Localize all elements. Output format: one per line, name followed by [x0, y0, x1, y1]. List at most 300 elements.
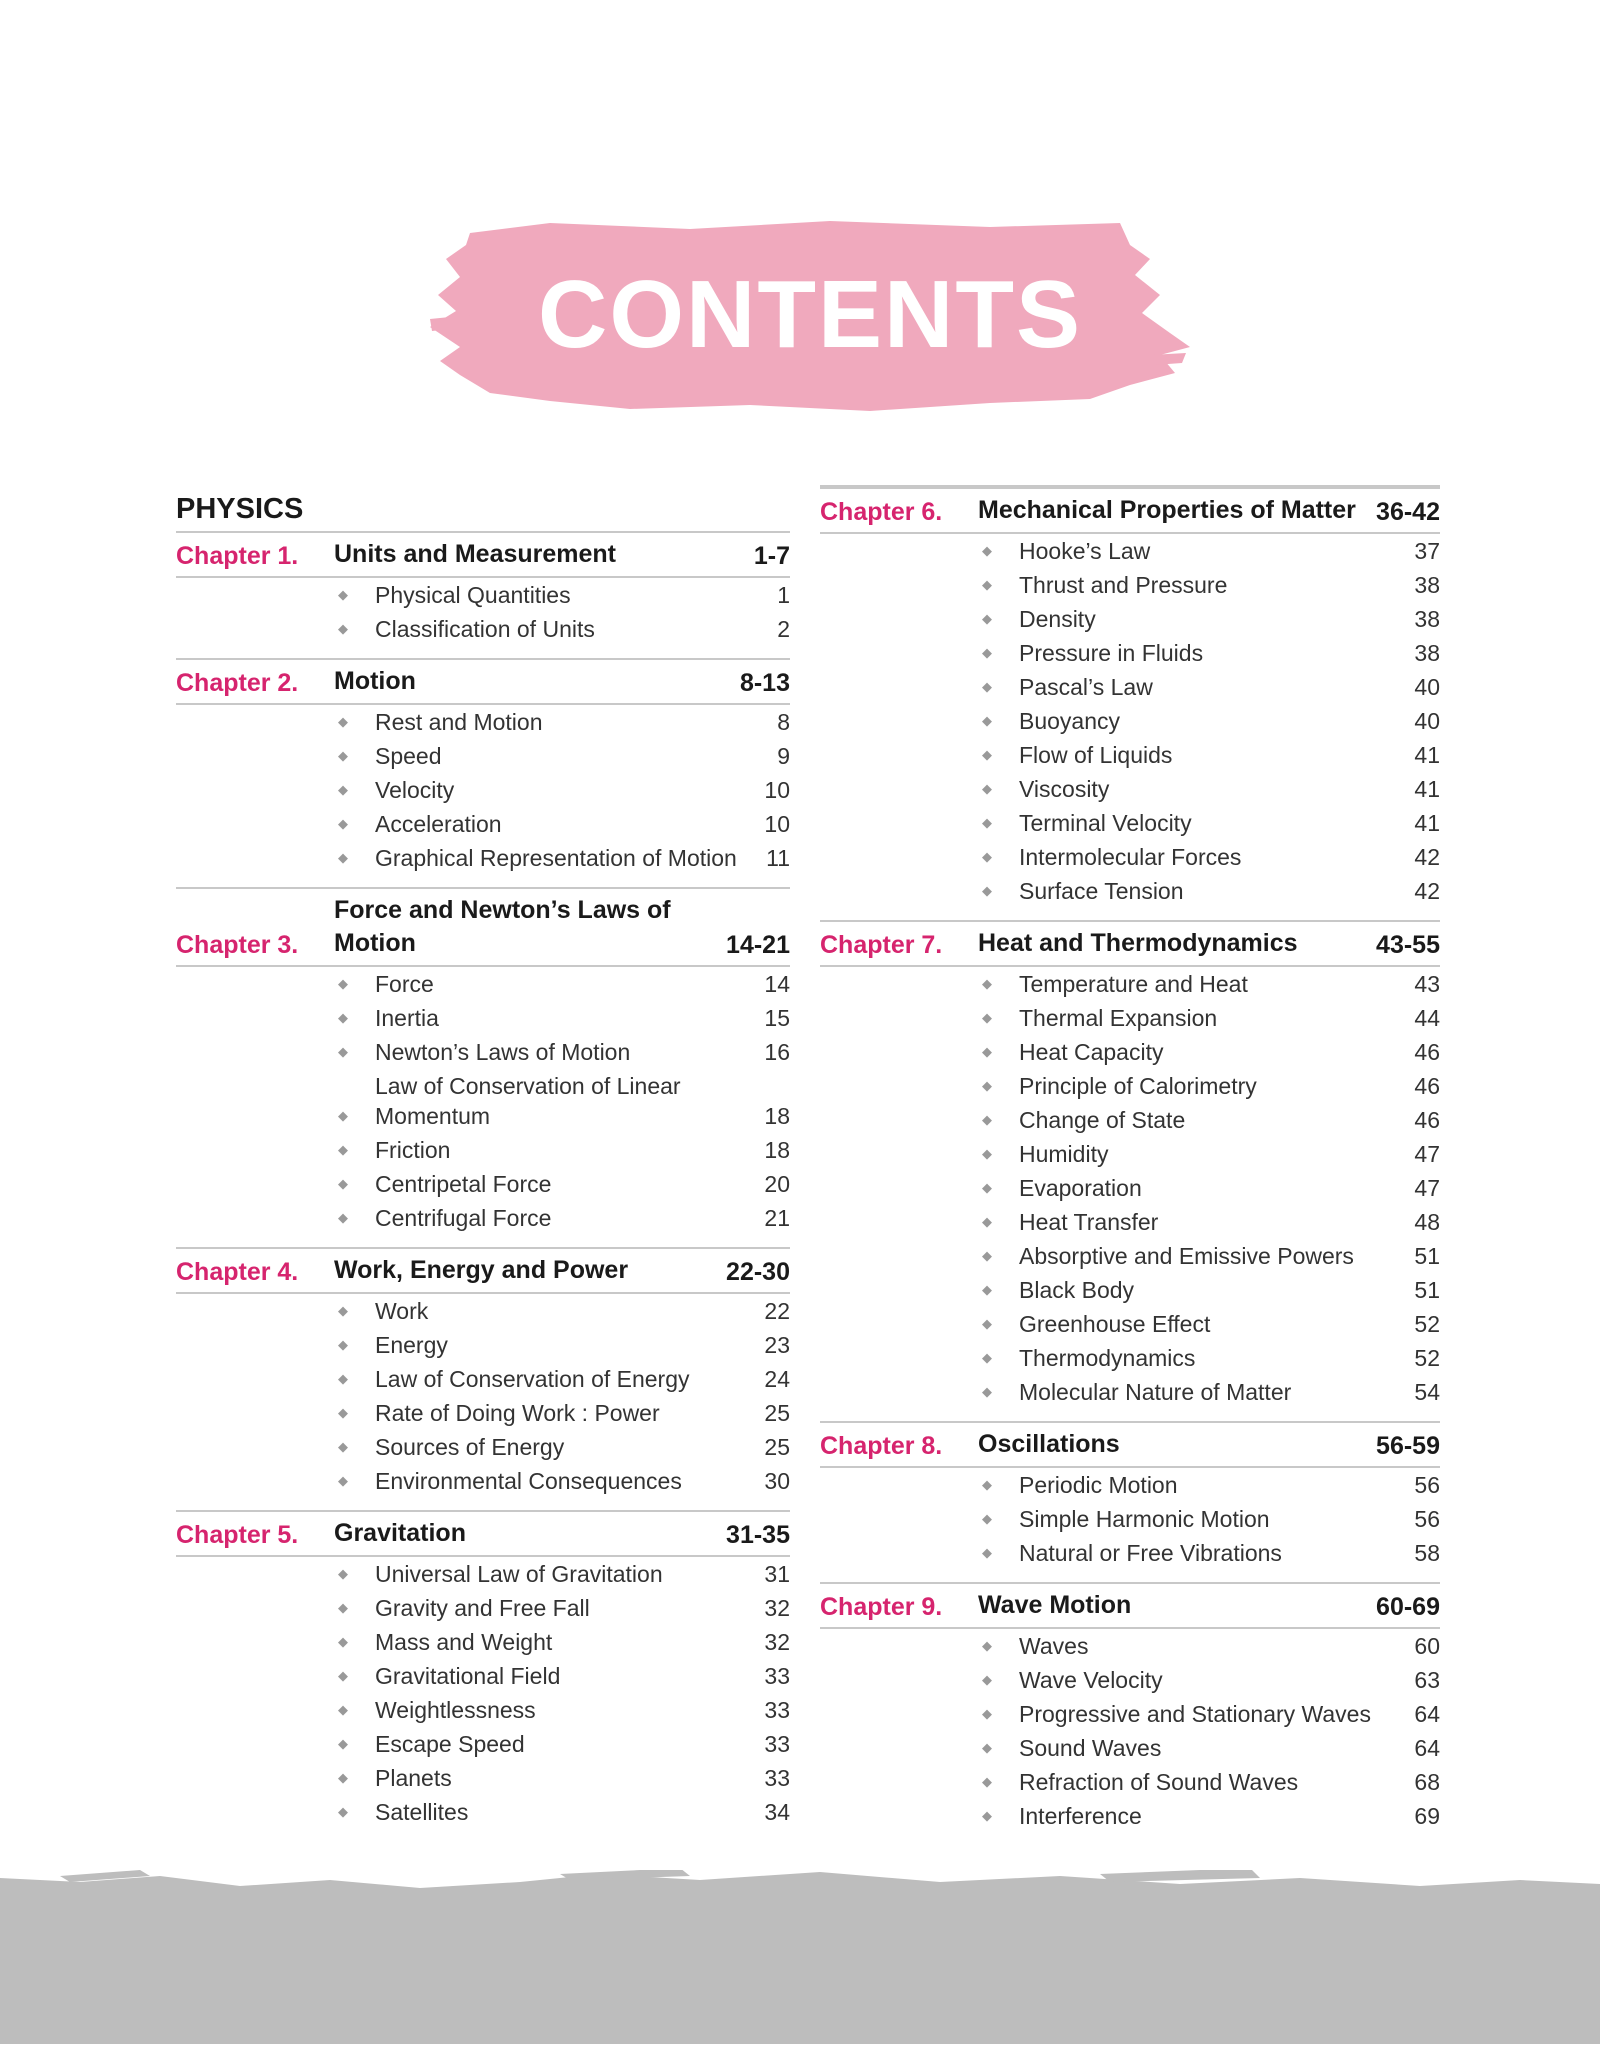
topic-name: Surface Tension	[1019, 878, 1184, 904]
diamond-bullet-icon: ◆	[982, 543, 992, 558]
topic-row[interactable]	[978, 1536, 1440, 1570]
diamond-bullet-icon: ◆	[982, 1477, 992, 1492]
chapter-header[interactable]	[176, 1510, 790, 1557]
topic-name: Viscosity	[1019, 776, 1110, 802]
topic-row[interactable]	[978, 772, 1440, 806]
topic-name: Wave Velocity	[1019, 1667, 1163, 1693]
topic-name: Terminal Velocity	[1019, 810, 1192, 836]
topic-name: Temperature and Heat	[1019, 971, 1248, 997]
diamond-bullet-icon: ◆	[338, 1566, 348, 1581]
topic-page-number: 51	[1414, 1243, 1440, 1269]
topic-page-number: 14	[764, 971, 790, 997]
topic-row[interactable]	[334, 612, 790, 646]
topic-page-number: 41	[1414, 742, 1440, 768]
chapter-header[interactable]	[176, 531, 790, 578]
chapter-title: Work, Energy and Power	[334, 1256, 629, 1284]
diamond-bullet-icon: ◆	[982, 1638, 992, 1653]
topic-row[interactable]	[978, 1307, 1440, 1341]
diamond-bullet-icon: ◆	[982, 1044, 992, 1059]
diamond-bullet-icon: ◆	[982, 713, 992, 728]
topic-page-number: 43	[1414, 971, 1440, 997]
diamond-bullet-icon: ◆	[982, 1282, 992, 1297]
chapter-header[interactable]	[820, 1421, 1440, 1468]
topic-name: Hooke’s Law	[1019, 538, 1151, 564]
topic-page-number: 18	[764, 1103, 790, 1129]
chapter-number: Chapter 6.	[820, 498, 943, 526]
topic-name: Simple Harmonic Motion	[1019, 1506, 1270, 1532]
topic-name: Rate of Doing Work : Power	[375, 1400, 660, 1426]
topic-row[interactable]	[334, 1328, 790, 1362]
left-chapter-list	[176, 531, 790, 1829]
topic-row[interactable]	[978, 1103, 1440, 1137]
chapter-title: Units and Measurement	[334, 540, 617, 568]
topic-list	[978, 967, 1440, 1409]
topic-page-number: 64	[1414, 1701, 1440, 1727]
topic-row[interactable]	[978, 1765, 1440, 1799]
topic-row[interactable]	[978, 1375, 1440, 1409]
topic-name: Escape Speed	[375, 1731, 525, 1757]
diamond-bullet-icon: ◆	[338, 816, 348, 831]
chapter-page-range: 43-55	[1376, 931, 1440, 959]
topic-page-number: 24	[764, 1366, 790, 1392]
topic-name: Thermal Expansion	[1019, 1005, 1218, 1031]
diamond-bullet-icon: ◆	[338, 1142, 348, 1157]
chapter-page-range: 60-69	[1376, 1593, 1440, 1621]
chapter-number: Chapter 7.	[820, 931, 943, 959]
topic-row[interactable]	[978, 636, 1440, 670]
topic-page-number: 18	[764, 1137, 790, 1163]
diamond-bullet-icon: ◆	[338, 1804, 348, 1819]
diamond-bullet-icon: ◆	[338, 1770, 348, 1785]
diamond-bullet-icon: ◆	[982, 1808, 992, 1823]
topic-row[interactable]	[334, 1133, 790, 1167]
topic-page-number: 30	[764, 1468, 790, 1494]
diamond-bullet-icon: ◆	[338, 1108, 348, 1123]
topic-row[interactable]	[334, 1727, 790, 1761]
topic-row[interactable]	[334, 1294, 790, 1328]
topic-name: Heat Capacity	[1019, 1039, 1164, 1065]
topic-row[interactable]	[334, 773, 790, 807]
chapter-entry	[820, 920, 1440, 1409]
topic-name: Gravity and Free Fall	[375, 1595, 590, 1621]
topic-page-number: 63	[1414, 1667, 1440, 1693]
chapter-page-range: 36-42	[1376, 498, 1440, 526]
topic-name: Sound Waves	[1019, 1735, 1162, 1761]
topic-row[interactable]	[978, 1205, 1440, 1239]
chapter-entry	[176, 1247, 790, 1498]
topic-page-number: 68	[1414, 1769, 1440, 1795]
topic-list	[978, 1629, 1440, 1833]
topic-row[interactable]	[978, 1273, 1440, 1307]
topic-page-number: 46	[1414, 1107, 1440, 1133]
topic-row[interactable]	[334, 807, 790, 841]
topic-page-number: 38	[1414, 640, 1440, 666]
topic-name: Absorptive and Emissive Powers	[1019, 1243, 1354, 1269]
diamond-bullet-icon: ◆	[982, 781, 992, 796]
diamond-bullet-icon: ◆	[338, 1634, 348, 1649]
topic-row[interactable]	[978, 534, 1440, 568]
topic-name: Evaporation	[1019, 1175, 1142, 1201]
topic-name: Energy	[375, 1332, 448, 1358]
chapter-header[interactable]	[820, 487, 1440, 534]
chapter-page-range: 56-59	[1376, 1432, 1440, 1460]
diamond-bullet-icon: ◆	[982, 1078, 992, 1093]
chapter-header[interactable]	[820, 1582, 1440, 1629]
topic-page-number: 33	[764, 1697, 790, 1723]
topic-page-number: 42	[1414, 844, 1440, 870]
topic-name: Buoyancy	[1019, 708, 1121, 734]
topic-page-number: 11	[766, 845, 790, 871]
topic-list	[334, 578, 790, 646]
topic-row[interactable]	[334, 1201, 790, 1235]
topic-row[interactable]	[978, 1035, 1440, 1069]
chapter-header[interactable]	[176, 1247, 790, 1294]
chapter-entry	[176, 531, 790, 646]
topic-page-number: 2	[777, 616, 790, 642]
topic-list	[334, 705, 790, 875]
topic-page-number: 52	[1414, 1345, 1440, 1371]
topic-page-number: 51	[1414, 1277, 1440, 1303]
chapter-header[interactable]	[176, 658, 790, 705]
topic-name: Periodic Motion	[1019, 1472, 1178, 1498]
diamond-bullet-icon: ◆	[338, 621, 348, 636]
topic-page-number: 23	[764, 1332, 790, 1358]
topic-row[interactable]	[334, 1557, 790, 1591]
topic-row[interactable]	[978, 1468, 1440, 1502]
chapter-number: Chapter 4.	[176, 1258, 299, 1286]
diamond-bullet-icon: ◆	[338, 1736, 348, 1751]
topic-page-number: 31	[764, 1561, 790, 1587]
topic-name: Law of Conservation of Linear Momentum	[375, 1073, 681, 1129]
topic-page-number: 9	[777, 743, 790, 769]
diamond-bullet-icon: ◆	[338, 1303, 348, 1318]
topic-row[interactable]	[978, 1171, 1440, 1205]
chapter-page-range: 31-35	[726, 1521, 790, 1549]
chapter-entry	[176, 1510, 790, 1829]
topic-list	[978, 534, 1440, 908]
topic-row[interactable]	[334, 1167, 790, 1201]
topic-row[interactable]	[978, 738, 1440, 772]
topic-row[interactable]	[978, 1697, 1440, 1731]
topic-list	[334, 1557, 790, 1829]
topic-row[interactable]	[978, 568, 1440, 602]
topic-name: Law of Conservation of Energy	[375, 1366, 690, 1392]
topic-row[interactable]	[978, 806, 1440, 840]
diamond-bullet-icon: ◆	[982, 1774, 992, 1789]
diamond-bullet-icon: ◆	[982, 645, 992, 660]
diamond-bullet-icon: ◆	[338, 1176, 348, 1191]
topic-name: Waves	[1019, 1633, 1089, 1659]
diamond-bullet-icon: ◆	[982, 1545, 992, 1560]
topic-row[interactable]	[334, 1591, 790, 1625]
left-column	[176, 487, 790, 1841]
diamond-bullet-icon: ◆	[982, 1740, 992, 1755]
topic-page-number: 22	[764, 1298, 790, 1324]
topic-page-number: 48	[1414, 1209, 1440, 1235]
topic-page-number: 47	[1414, 1175, 1440, 1201]
topic-page-number: 64	[1414, 1735, 1440, 1761]
topic-page-number: 25	[764, 1400, 790, 1426]
topic-page-number: 32	[764, 1629, 790, 1655]
diamond-bullet-icon: ◆	[982, 1384, 992, 1399]
topic-name: Molecular Nature of Matter	[1019, 1379, 1292, 1405]
topic-name: Friction	[375, 1137, 451, 1163]
topic-name: Mass and Weight	[375, 1629, 553, 1655]
diamond-bullet-icon: ◆	[982, 747, 992, 762]
topic-name: Physical Quantities	[375, 582, 571, 608]
topic-row[interactable]	[978, 1663, 1440, 1697]
diamond-bullet-icon: ◆	[982, 679, 992, 694]
chapter-header[interactable]	[176, 887, 790, 967]
topic-name: Gravitational Field	[375, 1663, 561, 1689]
topic-row[interactable]	[978, 874, 1440, 908]
footer-brush-band	[0, 1870, 1600, 2044]
topic-row[interactable]	[334, 1362, 790, 1396]
topic-row[interactable]	[334, 1659, 790, 1693]
chapter-title: Mechanical Properties of Matter	[978, 496, 1356, 524]
topic-name: Natural or Free Vibrations	[1019, 1540, 1282, 1566]
topic-page-number: 25	[764, 1434, 790, 1460]
topic-name: Thrust and Pressure	[1019, 572, 1228, 598]
topic-row[interactable]	[978, 670, 1440, 704]
topic-name: Newton’s Laws of Motion	[375, 1039, 631, 1065]
chapter-header[interactable]	[820, 920, 1440, 967]
topic-name: Black Body	[1019, 1277, 1135, 1303]
topic-page-number: 41	[1414, 776, 1440, 802]
topic-name: Weightlessness	[375, 1697, 536, 1723]
topic-name: Classification of Units	[375, 616, 595, 642]
chapter-entry	[820, 487, 1440, 908]
topic-row[interactable]	[978, 1629, 1440, 1663]
topic-name: Satellites	[375, 1799, 469, 1825]
diamond-bullet-icon: ◆	[982, 1248, 992, 1263]
topic-row[interactable]	[978, 1341, 1440, 1375]
chapter-title: Force and Newton’s Laws of Motion	[334, 896, 671, 957]
diamond-bullet-icon: ◆	[338, 714, 348, 729]
topic-row[interactable]	[334, 967, 790, 1001]
topic-name: Planets	[375, 1765, 452, 1791]
topic-name: Inertia	[375, 1005, 439, 1031]
topic-row[interactable]	[334, 1625, 790, 1659]
topic-row[interactable]	[334, 1795, 790, 1829]
topic-page-number: 1	[777, 582, 790, 608]
diamond-bullet-icon: ◆	[338, 1600, 348, 1615]
diamond-bullet-icon: ◆	[982, 1112, 992, 1127]
diamond-bullet-icon: ◆	[982, 849, 992, 864]
topic-name: Interference	[1019, 1803, 1142, 1829]
diamond-bullet-icon: ◆	[982, 1511, 992, 1526]
diamond-bullet-icon: ◆	[338, 850, 348, 865]
topic-page-number: 38	[1414, 572, 1440, 598]
topic-page-number: 8	[777, 709, 790, 735]
chapter-entry	[176, 658, 790, 875]
topic-page-number: 41	[1414, 810, 1440, 836]
diamond-bullet-icon: ◆	[982, 1214, 992, 1229]
topic-row[interactable]	[978, 602, 1440, 636]
topic-name: Humidity	[1019, 1141, 1109, 1167]
topic-row[interactable]	[334, 1396, 790, 1430]
topic-page-number: 32	[764, 1595, 790, 1621]
topic-page-number: 56	[1414, 1506, 1440, 1532]
topic-row[interactable]	[334, 1430, 790, 1464]
topic-page-number: 40	[1414, 708, 1440, 734]
topic-row[interactable]	[334, 705, 790, 739]
topic-name: Centrifugal Force	[375, 1205, 552, 1231]
diamond-bullet-icon: ◆	[338, 1439, 348, 1454]
right-chapter-list	[820, 487, 1440, 1833]
topic-name: Speed	[375, 743, 442, 769]
topic-row[interactable]	[334, 841, 790, 875]
diamond-bullet-icon: ◆	[338, 1473, 348, 1488]
topic-row[interactable]	[978, 1239, 1440, 1273]
topic-page-number: 20	[764, 1171, 790, 1197]
topic-row[interactable]	[334, 1464, 790, 1498]
topic-row[interactable]	[978, 704, 1440, 738]
chapter-page-range: 8-13	[739, 669, 790, 697]
topic-name: Rest and Motion	[375, 709, 543, 735]
chapter-number: Chapter 2.	[176, 669, 299, 697]
diamond-bullet-icon: ◆	[982, 976, 992, 991]
chapter-entry	[820, 1421, 1440, 1570]
diamond-bullet-icon: ◆	[982, 1316, 992, 1331]
diamond-bullet-icon: ◆	[338, 1702, 348, 1717]
topic-name: Work	[375, 1298, 429, 1324]
topic-row[interactable]	[334, 1693, 790, 1727]
topic-page-number: 33	[764, 1663, 790, 1689]
diamond-bullet-icon: ◆	[338, 587, 348, 602]
diamond-bullet-icon: ◆	[982, 815, 992, 830]
topic-name: Pressure in Fluids	[1019, 640, 1204, 666]
topic-list	[978, 1468, 1440, 1570]
topic-name: Centripetal Force	[375, 1171, 552, 1197]
topic-row[interactable]	[334, 1001, 790, 1035]
chapter-number: Chapter 9.	[820, 1593, 943, 1621]
page-title: CONTENTS	[538, 261, 1082, 368]
topic-row[interactable]	[978, 1799, 1440, 1833]
topic-name: Intermolecular Forces	[1019, 844, 1242, 870]
topic-page-number: 16	[764, 1039, 790, 1065]
right-column	[820, 485, 1440, 1845]
topic-page-number: 47	[1414, 1141, 1440, 1167]
topic-row[interactable]	[978, 1001, 1440, 1035]
diamond-bullet-icon: ◆	[338, 1010, 348, 1025]
topic-list	[334, 1294, 790, 1498]
diamond-bullet-icon: ◆	[338, 1371, 348, 1386]
diamond-bullet-icon: ◆	[338, 1210, 348, 1225]
topic-name: Force	[375, 971, 434, 997]
diamond-bullet-icon: ◆	[982, 1350, 992, 1365]
chapter-number: Chapter 3.	[176, 931, 299, 959]
subject-heading: PHYSICS	[176, 493, 304, 525]
diamond-bullet-icon: ◆	[338, 1337, 348, 1352]
chapter-page-range: 14-21	[726, 931, 790, 959]
topic-name: Heat Transfer	[1019, 1209, 1159, 1235]
diamond-bullet-icon: ◆	[982, 1706, 992, 1721]
topic-row[interactable]	[978, 967, 1440, 1001]
chapter-entry	[176, 887, 790, 1235]
diamond-bullet-icon: ◆	[338, 748, 348, 763]
topic-page-number: 58	[1414, 1540, 1440, 1566]
topic-page-number: 56	[1414, 1472, 1440, 1498]
topic-page-number: 69	[1414, 1803, 1440, 1829]
topic-row[interactable]	[334, 1761, 790, 1795]
topic-name: Velocity	[375, 777, 455, 803]
chapter-title: Gravitation	[334, 1519, 466, 1547]
topic-page-number: 42	[1414, 878, 1440, 904]
diamond-bullet-icon: ◆	[338, 782, 348, 797]
topic-name: Sources of Energy	[375, 1434, 565, 1460]
topic-name: Universal Law of Gravitation	[375, 1561, 663, 1587]
diamond-bullet-icon: ◆	[338, 1668, 348, 1683]
diamond-bullet-icon: ◆	[982, 577, 992, 592]
topic-page-number: 10	[764, 777, 790, 803]
topic-page-number: 34	[764, 1799, 790, 1825]
topic-page-number: 15	[764, 1005, 790, 1031]
chapter-title: Motion	[334, 667, 416, 695]
topic-name: Refraction of Sound Waves	[1019, 1769, 1299, 1795]
topic-page-number: 54	[1414, 1379, 1440, 1405]
diamond-bullet-icon: ◆	[338, 976, 348, 991]
topic-name: Pascal’s Law	[1019, 674, 1153, 700]
topic-name: Flow of Liquids	[1019, 742, 1173, 768]
diamond-bullet-icon: ◆	[982, 1010, 992, 1025]
topic-row[interactable]	[978, 840, 1440, 874]
topic-row[interactable]	[334, 739, 790, 773]
chapter-number: Chapter 1.	[176, 542, 299, 570]
topic-row[interactable]	[978, 1731, 1440, 1765]
topic-page-number: 38	[1414, 606, 1440, 632]
topic-page-number: 46	[1414, 1073, 1440, 1099]
diamond-bullet-icon: ◆	[338, 1044, 348, 1059]
topic-row[interactable]	[978, 1502, 1440, 1536]
diamond-bullet-icon: ◆	[982, 611, 992, 626]
topic-page-number: 60	[1414, 1633, 1440, 1659]
topic-name: Change of State	[1019, 1107, 1186, 1133]
topic-row[interactable]	[334, 578, 790, 612]
topic-page-number: 40	[1414, 674, 1440, 700]
topic-name: Greenhouse Effect	[1019, 1311, 1211, 1337]
topic-name: Thermodynamics	[1019, 1345, 1196, 1371]
topic-name: Environmental Consequences	[375, 1468, 682, 1494]
topic-page-number: 37	[1414, 538, 1440, 564]
topic-name: Principle of Calorimetry	[1019, 1073, 1257, 1099]
topic-page-number: 33	[764, 1731, 790, 1757]
topic-page-number: 52	[1414, 1311, 1440, 1337]
chapter-entry	[820, 1582, 1440, 1833]
topic-page-number: 21	[764, 1205, 790, 1231]
gray-brush-band	[0, 1870, 1600, 2044]
diamond-bullet-icon: ◆	[982, 1146, 992, 1161]
chapter-title: Heat and Thermodynamics	[978, 929, 1298, 957]
topic-page-number: 10	[764, 811, 790, 837]
topic-row[interactable]	[978, 1137, 1440, 1171]
topic-row[interactable]	[978, 1069, 1440, 1103]
topic-page-number: 44	[1414, 1005, 1440, 1031]
chapter-number: Chapter 8.	[820, 1432, 943, 1460]
topic-row[interactable]	[334, 1069, 790, 1133]
chapter-page-range: 1-7	[753, 542, 790, 570]
topic-page-number: 33	[764, 1765, 790, 1791]
diamond-bullet-icon: ◆	[982, 1180, 992, 1195]
topic-list	[334, 967, 790, 1235]
contents-banner	[430, 215, 1190, 415]
topic-name: Density	[1019, 606, 1096, 632]
diamond-bullet-icon: ◆	[982, 883, 992, 898]
diamond-bullet-icon: ◆	[982, 1672, 992, 1687]
topic-name: Acceleration	[375, 811, 502, 837]
topic-row[interactable]	[334, 1035, 790, 1069]
topic-name: Progressive and Stationary Waves	[1019, 1701, 1371, 1727]
